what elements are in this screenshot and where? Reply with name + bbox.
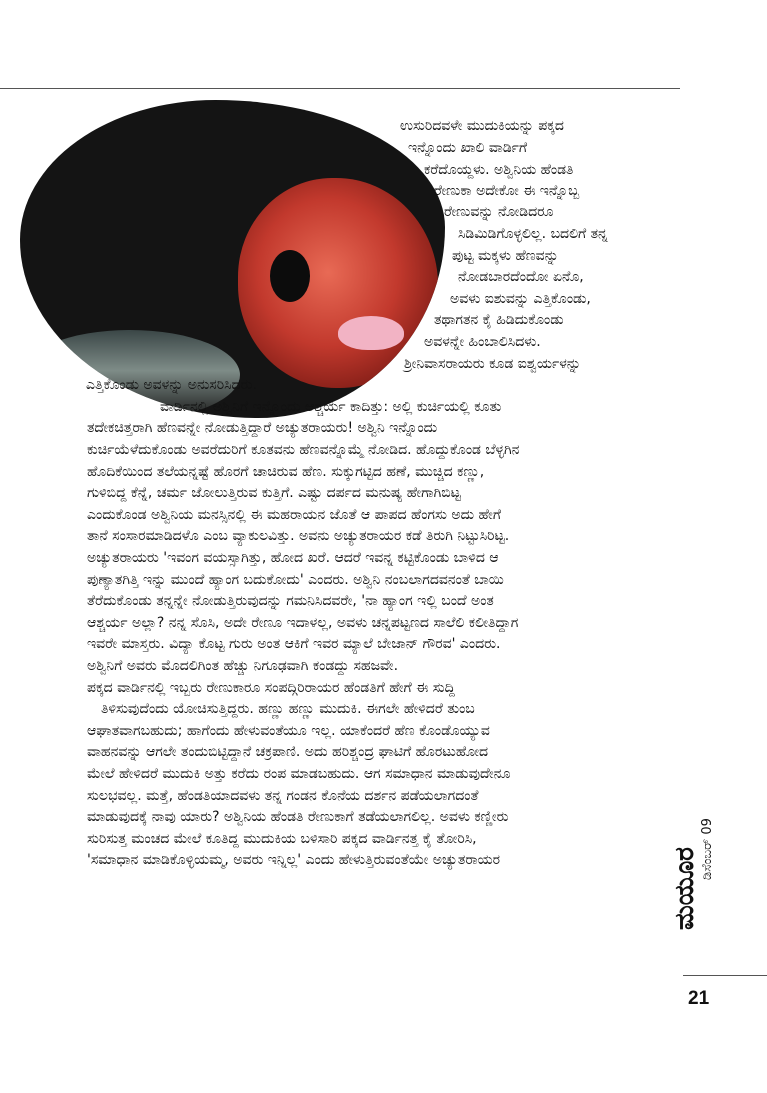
header-rule (0, 88, 680, 89)
text-line: 'ಸಮಾಧಾನ ಮಾಡಿಕೊಳ್ಳಿಯಮ್ಮ, ಅವರು ಇನ್ನಿಲ್ಲ' ಎಂದು ಹೇಳುತ್ತಿರುವಂತೆಯೇ ಅಚ್ಯುತರಾಯರ (87, 852, 501, 868)
magazine-title: ಮಯೂರ (670, 847, 700, 930)
illustration-mouth (338, 316, 404, 350)
text-line: ಕರೆದೊಯ್ದಳು. ಅಶ್ವಿನಿಯ ಹೆಂಡತಿ (424, 162, 574, 178)
text-line: ವಾರ್ಡಿನಲ್ಲಿ ಅಶ್ವಿನಿಗೆ ಇನ್ನೊಂದು ಆಶ್ಚರ್ಯ ಕಾದಿತ್ತು: ಅಲ್ಲಿ ಕುರ್ಚಿಯಲ್ಲಿ ಕೂತು (160, 399, 502, 415)
text-line: ತಾನೆ ಸಂಸಾರಮಾಡಿದಳೊ ಎಂಬ ವ್ಯಾಕುಲವಿತ್ತು. ಅವನು ಅಚ್ಯುತರಾಯರ ಕಡೆ ತಿರುಗಿ ನಿಟ್ಟುಸಿರಿಟ್ಟ. (87, 528, 510, 544)
page-number: 21 (688, 988, 710, 1009)
text-line: ಹೊದಿಕೆಯಿಂದ ತಲೆಯನ್ನಷ್ಟೆ ಹೊರಗೆ ಚಾಚಿರುವ ಹೆಣ. ಸುಕ್ಕುಗಟ್ಟಿದ ಹಣೆ, ಮುಚ್ಚಿದ ಕಣ್ಣು, (87, 464, 485, 480)
text-line: ಇವರೇ ಮಾಸ್ತರು. ವಿದ್ಯಾ ಕೊಟ್ಟ ಗುರು ಅಂತ ಆಕಿಗೆ ಇವರ ಮ್ಯಾಲೆ ಬೇಜಾನ್ ಗೌರವ' ಎಂದರು. (87, 636, 501, 652)
text-line: ವಾಹನವನ್ನು ಆಗಲೇ ತಂದುಬಿಟ್ಟಿದ್ದಾನೆ ಚಕ್ರಪಾಣಿ. ಅದು ಹರಿಶ್ಚಂದ್ರ ಘಾಟಿಗೆ ಹೊರಟುಹೋದ (87, 744, 489, 760)
issue-date: ಡಿಸೆಂಬರ್ 09 (700, 818, 715, 880)
text-line: ತದೇಕಚಿತ್ತರಾಗಿ ಹೆಣವನ್ನೇ ನೋಡುತ್ತಿದ್ದಾರೆ ಅಚ್ಯುತರಾಯರು! ಅಶ್ವಿನಿ ಇನ್ನೊಂದು (87, 420, 438, 436)
text-line: ಪುಟ್ಟ ಮಕ್ಕಳು ಹೆಣವನ್ನು (452, 248, 559, 264)
text-line: ಎತ್ತಿಕೊಂಡು ಅವಳನ್ನು ಅನುಸರಿಸಿದರು. (86, 377, 257, 393)
text-line: ತಿಳಿಸುವುದೆಂದು ಯೋಚಿಸುತ್ತಿದ್ದರು. ಹಣ್ಣು ಹಣ್ಣು ಮುದುಕಿ. ಈಗಲೇ ಹೇಳಿದರೆ ತುಂಬ (101, 701, 475, 717)
text-line: ಆಘಾತವಾಗಬಹುದು; ಹಾಗೆಂದು ಹೇಳುವಂತೆಯೂ ಇಲ್ಲ. ಯಾಕೆಂದರೆ ಹೆಣ ಕೊಂಡೊಯ್ಯುವ (87, 723, 490, 739)
text-line: ಅಚ್ಯುತರಾಯರು 'ಇವಂಗ ವಯಸ್ಸಾಗಿತ್ತು, ಹೋದ ಖರೆ. ಆದರೆ ಇವನ್ನ ಕಟ್ಟಿಕೊಂಡು ಬಾಳಿದ ಆ (87, 550, 499, 566)
text-line: ತೆರೆದುಕೊಂಡು ತನ್ನನ್ನೇ ನೋಡುತ್ತಿರುವುದನ್ನು ಗಮನಿಸಿದವರೇ, 'ನಾ ಹ್ಯಾಂಗ ಇಲ್ಲಿ ಬಂದೆ ಅಂತ (87, 593, 494, 609)
text-line: ಸಿಡಿಮಿಡಿಗೊಳ್ಳಲಿಲ್ಲ. ಬದಲಿಗೆ ತನ್ನ (458, 226, 608, 242)
text-line: ಅವಳನ್ನೇ ಹಿಂಬಾಲಿಸಿದಳು. (424, 334, 541, 350)
footer-rule (683, 975, 767, 976)
text-line: ಸುರಿಸುತ್ತ ಮಂಚದ ಮೇಲೆ ಕೂತಿದ್ದ ಮುದುಕಿಯ ಬಳಿಸಾರಿ ಪಕ್ಕದ ವಾರ್ಡಿನತ್ತ ಕೈ ತೋರಿಸಿ, (87, 831, 477, 847)
text-line: ಅಶ್ವಿನಿಗೆ ಅವರು ಮೊದಲಿಗಿಂತ ಹೆಚ್ಚು ನಿಗೂಢವಾಗಿ ಕಂಡದ್ದು ಸಹಜವೇ. (87, 658, 399, 674)
text-line: ಪುಣ್ಯಾತಗಿತ್ತಿ ಇನ್ನು ಮುಂದೆ ಹ್ಯಾಂಗ ಬದುಕೋದು' ಎಂದರು. ಅಶ್ವಿನಿ ನಂಬಲಾಗದವನಂತೆ ಬಾಯಿ (87, 572, 504, 588)
text-line: ಕುರ್ಚಿಯೆಳೆದುಕೊಂಡು ಅವರೆದುರಿಗೆ ಕೂತವನು ಹೆಣವನ್ನೊಮ್ಮೆ ನೋಡಿದ. ಹೊದ್ದುಕೊಂಡ ಬೆಳ್ಳಗಿನ (87, 442, 520, 458)
text-line: ಇನ್ನೊಂದು ಖಾಲಿ ವಾರ್ಡಿಗೆ (408, 140, 528, 156)
text-line: ಎಂದುಕೊಂಡ ಅಶ್ವಿನಿಯ ಮನಸ್ಸಿನಲ್ಲಿ ಈ ಮಹರಾಯನ ಜೊತೆ ಆ ಪಾಪದ ಹೆಂಗಸು ಅದು ಹೇಗೆ (87, 507, 501, 523)
text-line: ಉಸುರಿದವಳೇ ಮುದುಕಿಯನ್ನು ಪಕ್ಕದ (400, 118, 564, 134)
illustration-eye (270, 250, 310, 302)
text-line: ತಥಾಗತನ ಕೈ ಹಿಡಿದುಕೊಂಡು (434, 312, 564, 328)
illustration-image (20, 100, 445, 418)
text-line: ಸುಲಭವಲ್ಲ. ಮತ್ತೆ, ಹೆಂಡತಿಯಾದವಳು ತನ್ನ ಗಂಡನ ಕೊನೆಯ ದರ್ಶನ ಪಡೆಯಲಾಗದಂತೆ (87, 788, 479, 804)
text-line: ರೇಣುಕಾ ಅದೇಕೋ ಈ ಇನ್ನೊಬ್ಬ (434, 183, 580, 199)
text-line: ಅವಳು ಐಶುವನ್ನು ಎತ್ತಿಕೊಂಡು, (450, 291, 591, 307)
text-line: ರೇಣುವನ್ನು ನೋಡಿದರೂ (444, 204, 554, 220)
text-line: ಗುಳಿಬಿದ್ದ ಕೆನ್ನೆ, ಚರ್ಮ ಜೋಲುತ್ತಿರುವ ಕುತ್ತಿಗೆ. ಎಷ್ಟು ದರ್ಪದ ಮನುಷ್ಯ ಹೇಗಾಗಿಬಿಟ್ಟ (87, 485, 461, 501)
text-line: ಆಶ್ಚರ್ಯ ಅಲ್ಲಾ? ನನ್ನ ಸೊಸಿ, ಅದೇ ರೇಣೂ ಇದಾಳಲ್ಲ, ಅವಳು ಚನ್ನಪಟ್ಟಣದ ಸಾಲೆಲಿ ಕಲೀತಿದ್ದಾಗ (87, 615, 519, 631)
text-line: ನೋಡಬಾರದೆಂದೋ ಏನೊ, (458, 269, 584, 285)
text-line: ಮಾಡುವುದಕ್ಕೆ ನಾವು ಯಾರು? ಅಶ್ವಿನಿಯ ಹೆಂಡತಿ ರೇಣುಕಾಗೆ ತಡೆಯಲಾಗಲಿಲ್ಲ. ಅವಳು ಕಣ್ಣೀರು (87, 809, 509, 825)
text-line: ಮೇಲೆ ಹೇಳಿದರೆ ಮುದುಕಿ ಅತ್ತು ಕರೆದು ರಂಪ ಮಾಡಬಹುದು. ಆಗ ಸಮಾಧಾನ ಮಾಡುವುದೇನೂ (87, 766, 511, 782)
text-line: ಶ್ರೀನಿವಾಸರಾಯರು ಕೂಡ ಐಶ್ವರ್ಯಳನ್ನು (404, 356, 581, 372)
text-line: ಪಕ್ಕದ ವಾರ್ಡಿನಲ್ಲಿ ಇಬ್ಬರು ರೇಣುಕಾರೂ ಸಂಪದ್ಗಿರಿರಾಯರ ಹೆಂಡತಿಗೆ ಹೇಗೆ ಈ ಸುದ್ದಿ (87, 680, 455, 696)
